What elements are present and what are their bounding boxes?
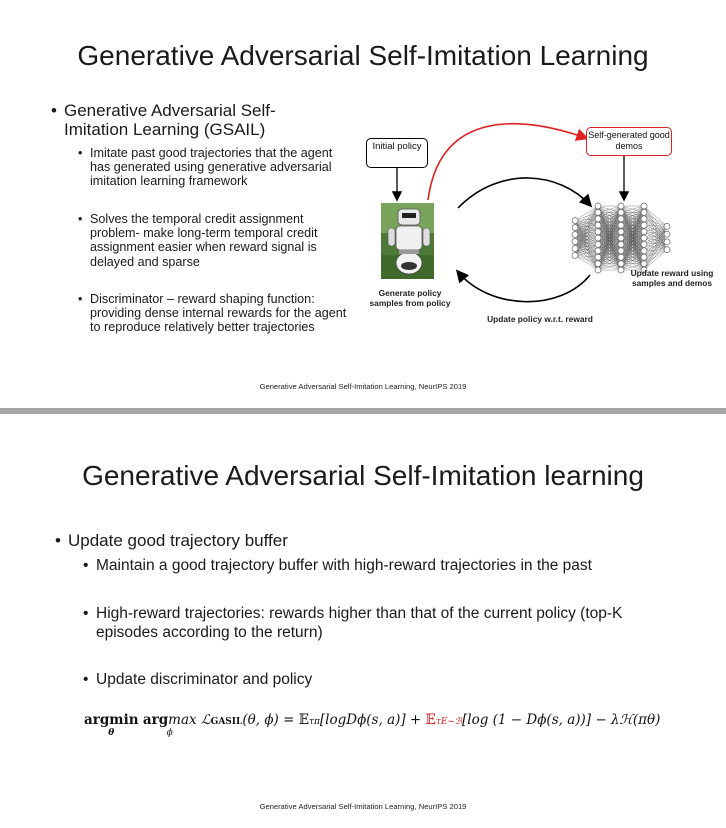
slide-1-subbullet-2: • Solves the temporal credit assignment problem- make long-term temporal credit assignment easier when reward signal is delayed and sparse [78,212,318,269]
slide-1-subbullet-3: • Discriminator – reward shaping function: providing dense internal rewards for the agent to reproduce relatively better trajectories [78,292,347,335]
slide-2-subbullet-2: • High-reward trajectories: rewards higher than that of the current policy (top-K episodes according to the return) [83,605,623,641]
formula-argmin: argmin θ [84,712,139,738]
slide-2-footer: Generative Adversarial Self-Imitation Learning, NeurIPS 2019 [259,802,467,811]
update-policy-arrow [458,272,590,302]
initial-policy-box: Initial policy [366,138,428,168]
red-arrow [428,124,586,200]
slide-1-footer: Generative Adversarial Self-Imitation Learning, NeurIPS 2019 [259,382,467,391]
slide-2 [0,414,726,828]
slide-2-bullet-text: Update good trajectory buffer [68,531,288,550]
update-reward-label: Update reward using samples and demos [630,268,714,288]
neural-network-nodes [572,203,670,273]
formula-buffer-term: 𝔼τE~ℬ [425,712,463,728]
slide-2-subbullet-3: • Update discriminator and policy [83,671,313,688]
bullet-dot: • [51,101,57,120]
formula-argmax: argmax ϕ [142,712,197,738]
generate-samples-label: Generate policy samples from policy [369,288,451,308]
slide-1-bullet-text: Generative Adversarial Self-Imitation Learning (GSAIL) [64,101,276,139]
self-generated-demos-box: Self-generated good demos [586,127,672,156]
slide-2-title: Generative Adversarial Self-Imitation learning [82,460,644,491]
update-policy-label: Update policy w.r.t. reward [487,314,593,324]
slide-2-subbullet-1: • Maintain a good trajectory buffer with high-reward trajectories in the past [83,557,592,574]
slide-1-subbullet-1: • Imitate past good trajectories that the agent has generated using generative adversarial imitation learning framework [78,146,333,189]
slide-2-bullet: • Update good trajectory buffer [55,531,288,550]
slide-1-title: Generative Adversarial Self-Imitation Learning [77,40,649,71]
gsail-diagram [0,0,726,408]
samples-arrow [458,178,590,208]
slide-1 [0,0,726,408]
robot-icon [381,203,434,279]
gasil-objective-formula: argmin θ argmax ϕ ℒGASIL(θ, ϕ) = 𝔼τπ[logDϕ(s, a)] + 𝔼τE~ℬ[log (1 − Dϕ(s, a))] − λℋ(πθ) [84,712,661,738]
